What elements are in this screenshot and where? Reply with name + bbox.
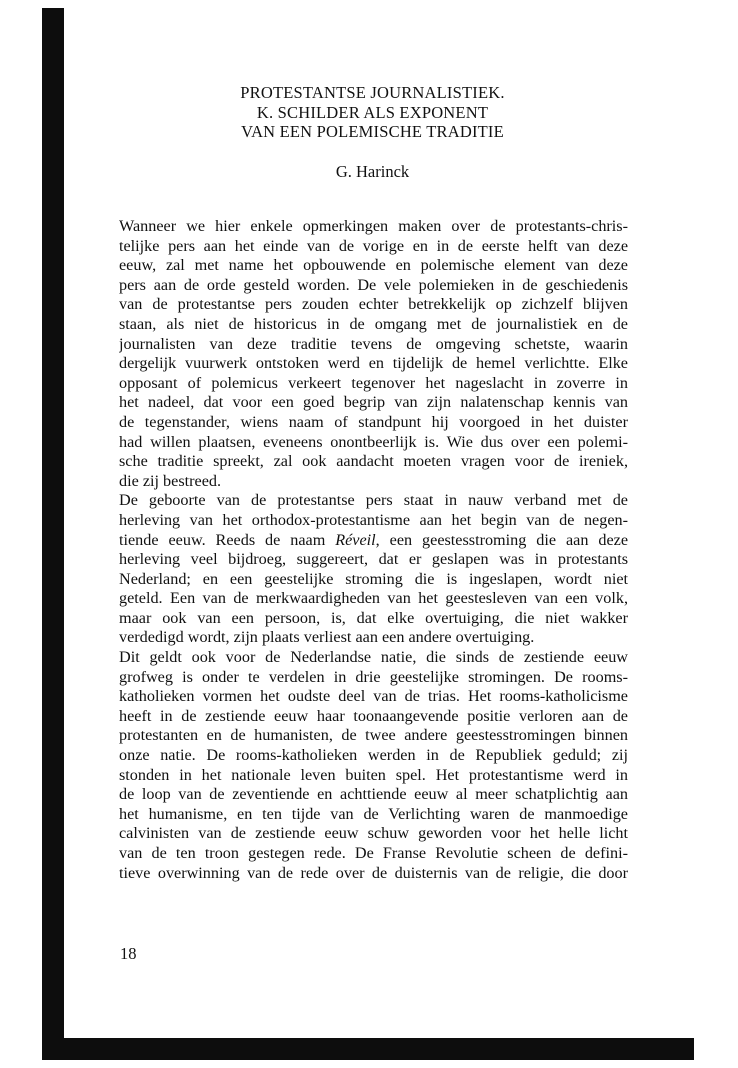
italic-term-reveil: Réveil (335, 530, 376, 549)
body-line: journalisten van deze traditie tevens de omgeving schetste, waarin (119, 334, 628, 353)
scan-border-bottom (42, 1038, 694, 1060)
body-line: eeuw, zal met name het opbouwende en polemische element van deze (119, 256, 628, 275)
body-line: de tegenstander, wiens naam of standpunt hij voorgoed in het duister (119, 412, 628, 431)
body-line: geteld. Een van de merkwaardigheden van het geestesleven van een volk, (119, 589, 628, 608)
body-line: opposant of polemicus verkeert tegenover het nageslacht in zoverre in (119, 373, 628, 392)
body-line: Dit geldt ook voor de Nederlandse natie, die sinds de zestiende eeuw (119, 648, 628, 667)
article-title (120, 83, 625, 142)
body-line: heeft in de zestiende eeuw haar toonaangevende positie verloren aan de (119, 706, 628, 725)
body-line: de loop van de zeventiende en achttiende eeuw al meer schatplichtig aan (119, 785, 628, 804)
body-line: katholieken vormen het oudste deel van de trias. Het rooms-katholicisme (119, 687, 628, 706)
body-line: Wanneer we hier enkele opmerkingen maken over de protestants-chris- (119, 217, 628, 235)
body-line-segment: tiende eeuw. Reeds de naam (119, 530, 336, 549)
body-line: dergelijk vuurwerk ontstoken werd en tijdelijk de hemel verlichtte. Elke (119, 354, 628, 373)
body-line-segment: , een geestesstroming die aan deze (375, 530, 628, 549)
scan-border-left (42, 8, 64, 1060)
body-line-paragraph-end: verdedigd wordt, zijn plaats verliest aan een andere overtuiging. (119, 628, 535, 647)
article-body (119, 217, 628, 883)
body-line: pers aan de orde gesteld worden. De vele polemieken in de geschiedenis (119, 275, 628, 294)
title-line-3: VAN EEN POLEMISCHE TRADITIE (241, 122, 504, 141)
author-name: G. Harinck (335, 162, 410, 181)
body-line: sche traditie spreekt, zal ook aandacht moeten vragen voor de ireniek, (119, 452, 628, 471)
body-line: tieve overwinning van de rede over de duisternis van de religie, die door (119, 863, 628, 882)
body-line: onze natie. De rooms-katholieken werden in de Republiek geduld; zij (119, 746, 628, 765)
body-line: staan, als niet de historicus in de omgang met de journalistiek en de (119, 314, 628, 333)
body-line-paragraph-end: die zij bestreed. (119, 471, 222, 490)
body-line: het humanisme, en ten tijde van de Verlichting waren de manmoedige (119, 804, 628, 823)
body-line: grofweg is onder te verdelen in drie geestelijke stromingen. De rooms- (119, 667, 628, 686)
body-line: herleving veel bijdroeg, suggereert, dat er geslapen was in protestants (119, 550, 628, 569)
body-line: Nederland; en een geestelijke stroming die is ingeslapen, wordt niet (119, 569, 628, 588)
body-line: van de ten troon gestegen rede. De Franse Revolutie scheen de defini- (119, 844, 628, 862)
body-line: herleving van het orthodox-protestantisme aan het begin van de negen- (119, 510, 628, 529)
body-line: stonden in het nationale leven buiten spel. Het protestantisme werd in (119, 765, 628, 784)
body-line: protestanten en de humanisten, de twee andere geestesstromingen binnen (119, 726, 628, 745)
body-line-with-italic (119, 531, 628, 551)
body-line: het nadeel, dat voor een goed begrip van zijn nalatenschap kennis van (119, 393, 628, 412)
body-line: calvinisten van de zestiende eeuw schuw geworden voor het helle licht (119, 824, 628, 843)
page-number: 18 (120, 944, 137, 963)
body-line: De geboorte van de protestantse pers staat in nauw verband met de (119, 491, 628, 510)
title-line-1: PROTESTANTSE JOURNALISTIEK. (240, 83, 505, 102)
body-line: had willen plaatsen, eveneens onontbeerlijk is. Wie dus over een polemi- (119, 432, 628, 451)
body-line: van de protestantse pers zouden echter betrekkelijk op zichzelf blijven (119, 295, 628, 314)
body-line: telijke pers aan het einde van de vorige en in de eerste helft van deze (119, 236, 628, 255)
title-line-2: K. SCHILDER ALS EXPONENT (256, 102, 489, 122)
body-line: maar ook van een persoon, is, dat elke overtuiging, die niet wakker (119, 608, 628, 627)
